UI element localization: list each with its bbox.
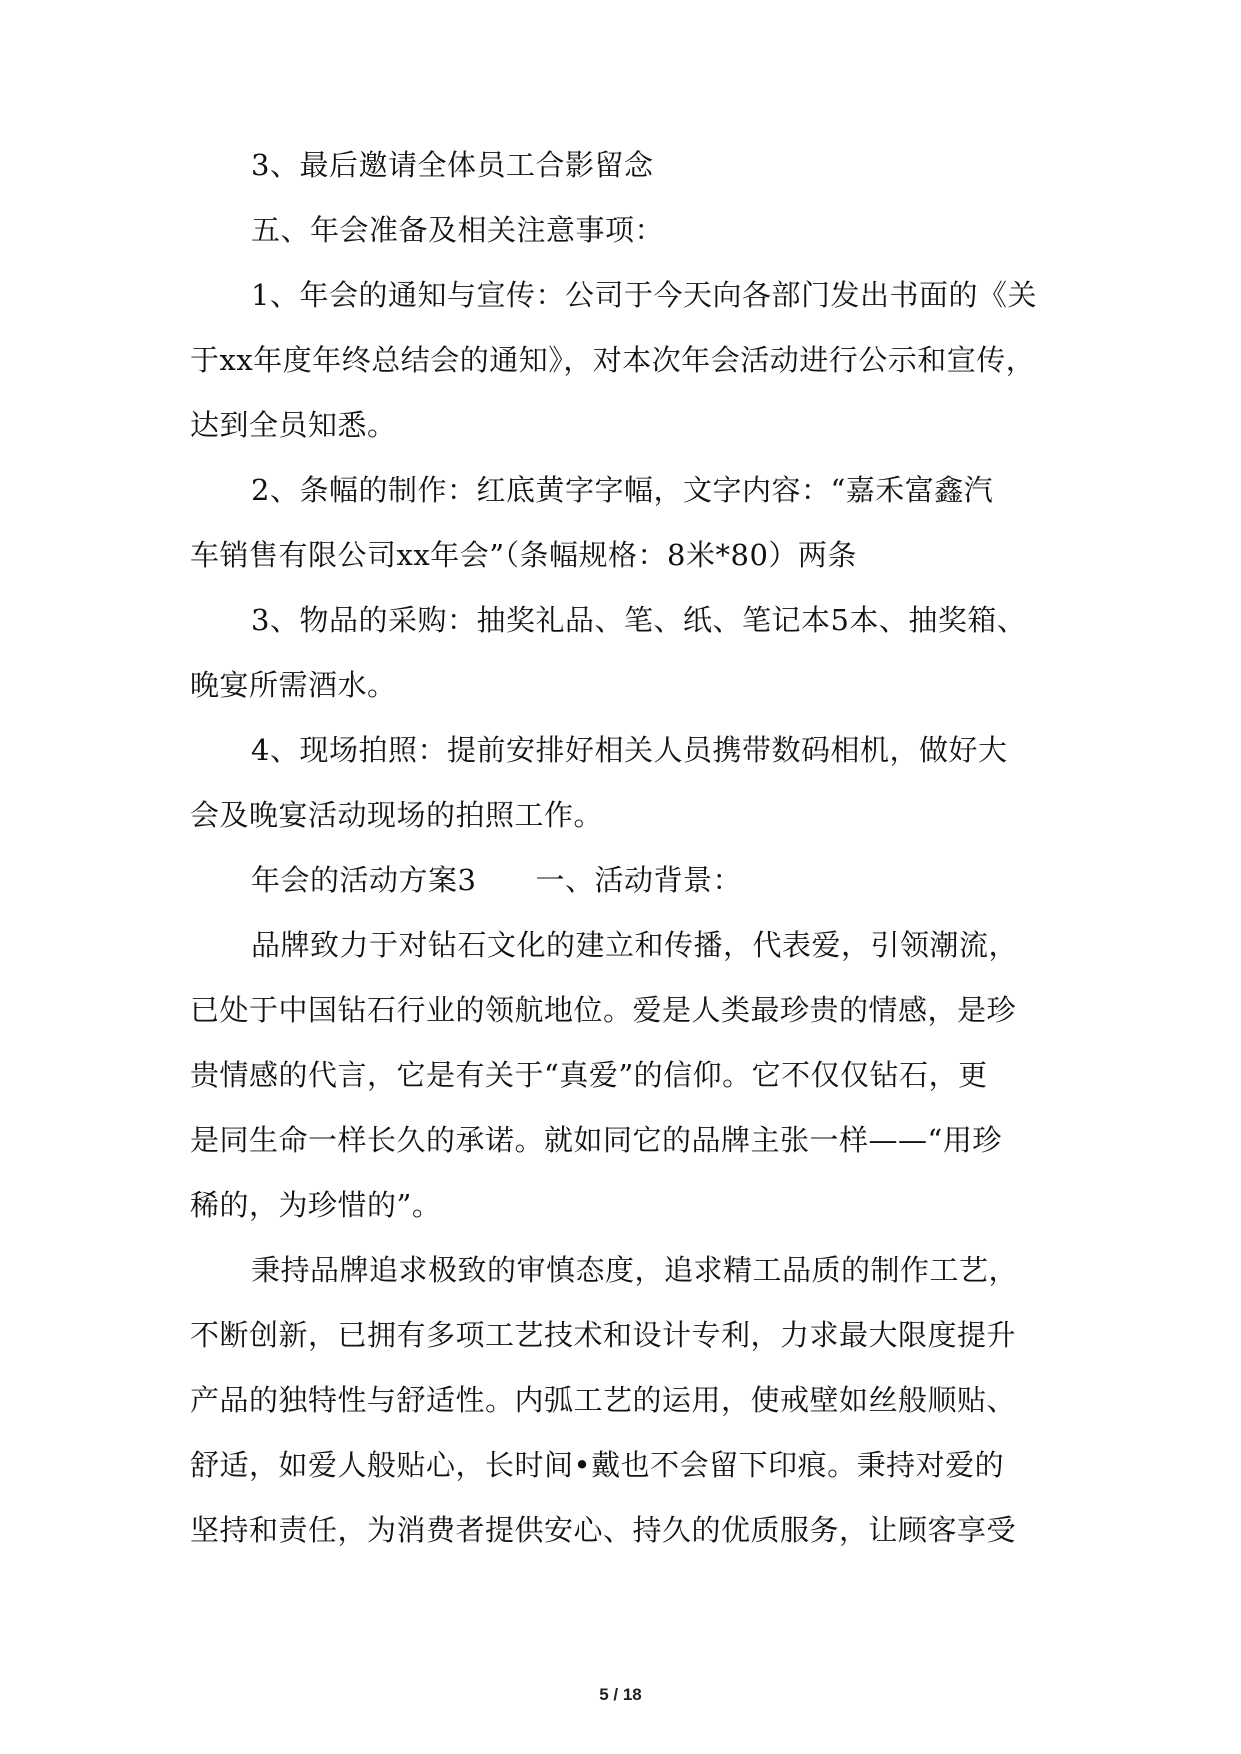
text-line: 贵情感的代言，它是有关于“真爱”的信仰。它不仅仅钻石，更 [190, 1058, 988, 1092]
section-heading: 年会的活动方案3 一、活动背景： [251, 863, 742, 897]
text-line: 不断创新，已拥有多项工艺技术和设计专利，力求最大限度提升 [190, 1318, 1017, 1352]
text-line: 3、物品的采购：抽奖礼品、笔、纸、笔记本5本、抽奖箱、 [251, 603, 1027, 637]
text-line: 已处于中国钻石行业的领航地位。爱是人类最珍贵的情感，是珍 [190, 993, 1017, 1027]
text-line: 品牌致力于对钻石文化的建立和传播，代表爱，引领潮流， [251, 928, 1019, 962]
section-heading: 五、年会准备及相关注意事项： [251, 213, 665, 247]
text-line: 3、最后邀请全体员工合影留念 [251, 148, 654, 182]
text-line: 是同生命一样长久的承诺。就如同它的品牌主张一样——“用珍 [190, 1123, 1002, 1157]
text-line: 4、现场拍照：提前安排好相关人员携带数码相机，做好大 [251, 733, 1008, 767]
text-line: 达到全员知悉。 [190, 408, 397, 442]
text-line: 1、年会的通知与宣传：公司于今天向各部门发出书面的《关 [251, 278, 1037, 312]
text-line: 坚持和责任，为消费者提供安心、持久的优质服务，让顾客享受 [190, 1513, 1017, 1547]
text-line: 稀的，为珍惜的”。 [190, 1188, 442, 1222]
text-line: 2、条幅的制作：红底黄字字幅，文字内容：“嘉禾富鑫汽 [251, 473, 994, 507]
text-line: 车销售有限公司xx年会”（条幅规格：8米*80）两条 [190, 538, 857, 572]
text-line: 舒适，如爱人般贴心，长时间•戴也不会留下印痕。秉持对爱的 [190, 1448, 1005, 1482]
text-line: 秉持品牌追求极致的审慎态度，追求精工品质的制作工艺， [251, 1253, 1019, 1287]
text-line: 会及晚宴活动现场的拍照工作。 [190, 798, 604, 832]
text-line: 于xx年度年终总结会的通知》，对本次年会活动进行公示和宣传， [190, 343, 1036, 377]
text-line: 晚宴所需酒水。 [190, 668, 397, 702]
page-number: 5 / 18 [599, 1685, 642, 1704]
text-line: 产品的独特性与舒适性。内弧工艺的运用，使戒壁如丝般顺贴、 [190, 1383, 1017, 1417]
